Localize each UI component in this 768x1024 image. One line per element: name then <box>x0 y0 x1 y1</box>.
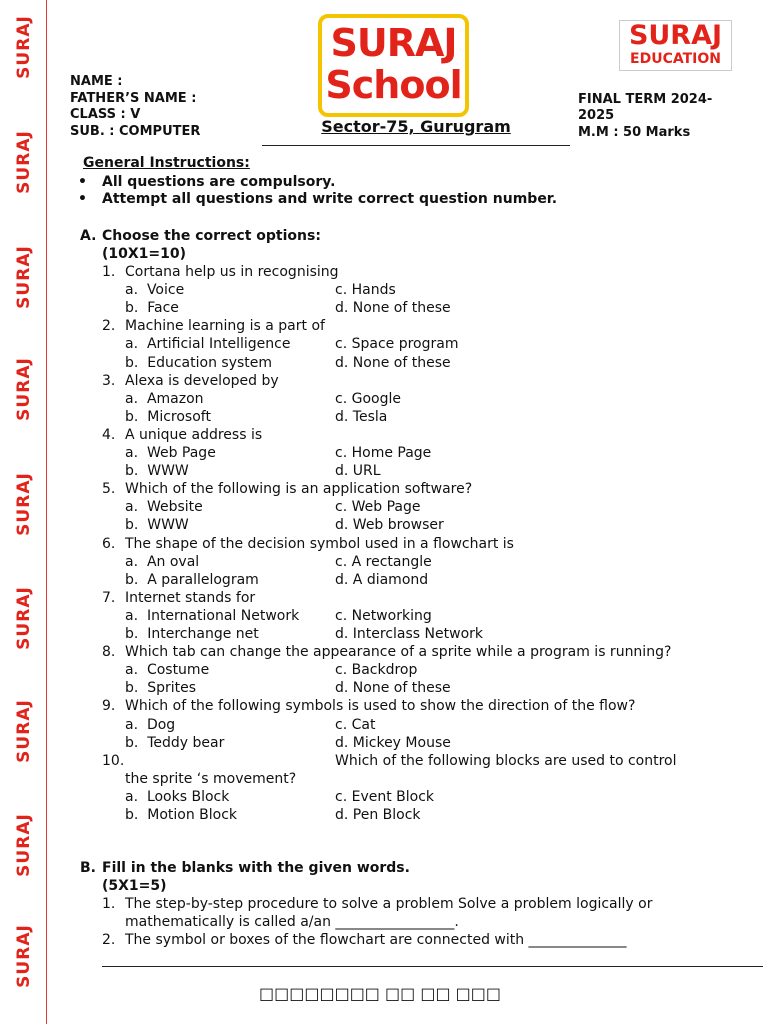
question-number: 6. <box>102 535 116 552</box>
fill-blank-question: The symbol or boxes of the flowchart are connected with ______________ <box>125 932 627 948</box>
question-text: Internet stands for <box>125 589 256 606</box>
question-text: Which tab can change the appearance of a sprite while a program is running? <box>125 644 672 661</box>
option-a: a. International Network <box>125 607 300 624</box>
term-year: 2025 <box>578 108 615 123</box>
option-b: b. A parallelogram <box>125 571 259 588</box>
option-a: a. Website <box>125 499 203 516</box>
option-b: b. Microsoft <box>125 408 211 425</box>
option-d: d. None of these <box>335 300 451 317</box>
option-b: b. Sprites <box>125 680 197 697</box>
question-text: Which of the following blocks are used to control <box>335 752 677 769</box>
question-number: 5. <box>102 481 116 498</box>
option-c: c. Backdrop <box>335 662 418 679</box>
option-b: b. Motion Block <box>125 807 238 823</box>
question-text: A unique address is <box>125 426 263 443</box>
name-field: NAME : <box>70 74 123 89</box>
option-a: a. Costume <box>125 662 210 679</box>
instruction-item: Attempt all questions and write correct question number. <box>102 191 558 207</box>
question-text: Which of the following symbols is used to show the direction of the flow? <box>125 698 636 715</box>
option-d: d. Mickey Mouse <box>335 734 451 751</box>
question-text: Alexa is developed by <box>125 372 279 389</box>
footer-text: □□□□□□□□ □□ □□ □□□ <box>258 984 501 1003</box>
question-text: The shape of the decision symbol used in a flowchart is <box>125 535 514 552</box>
side-strip: SURAJ SURAJ SURAJ SURAJ SURAJ SURAJ SURAJ SURAJ SURAJ <box>0 0 47 1024</box>
subject-field: SUB. : COMPUTER <box>70 124 201 139</box>
option-a: a. An oval <box>125 553 200 570</box>
class-field: CLASS : V <box>70 107 141 122</box>
question-number: 3. <box>102 372 116 389</box>
option-c: c. A rectangle <box>335 553 432 570</box>
option-d: d. Pen Block <box>335 807 421 823</box>
option-d: d. None of these <box>335 354 451 371</box>
option-c: c. Event Block <box>335 788 435 805</box>
section-b-label: B. <box>80 860 96 876</box>
option-d: d. None of these <box>335 680 451 697</box>
option-d: d. Tesla <box>335 408 388 425</box>
question-number: 4. <box>102 426 116 443</box>
logo-line-1: SURAJ <box>330 21 457 65</box>
option-c: c. Home Page <box>335 445 432 461</box>
option-d: d. Interclass Network <box>335 626 484 642</box>
question-number: 2. <box>102 318 116 335</box>
option-a: a. Voice <box>125 282 185 299</box>
option-a: a. Amazon <box>125 390 204 407</box>
question-text: Cortana help us in recognising <box>125 264 339 280</box>
option-b: b. Face <box>125 300 179 317</box>
option-a: a. Looks Block <box>125 788 230 805</box>
question-text-cont: the sprite ‘s movement? <box>125 770 297 787</box>
question-number: 1. <box>102 264 116 280</box>
bullet-icon: • <box>78 174 87 190</box>
footer-rule <box>102 966 763 967</box>
max-marks: M.M : 50 Marks <box>578 125 691 140</box>
instruction-item: All questions are compulsory. <box>102 174 336 190</box>
school-address: Sector-75, Gurugram <box>262 116 570 146</box>
option-a: a. Dog <box>125 716 176 733</box>
fill-blank-question: The step-by-step procedure to solve a problem Solve a problem logically or <box>125 896 653 912</box>
option-c: c. Web Page <box>335 499 421 516</box>
section-b-title: Fill in the blanks with the given words. <box>102 860 410 876</box>
option-d: d. A diamond <box>335 571 429 588</box>
father-name-field: FATHER’S NAME : <box>70 91 197 106</box>
option-d: d. Web browser <box>335 517 444 534</box>
option-a: a. Web Page <box>125 445 216 461</box>
instructions-title: General Instructions: <box>83 155 250 171</box>
option-d: d. URL <box>335 463 381 480</box>
option-a: a. Artificial Intelligence <box>125 336 291 353</box>
question-number: 10. <box>102 752 125 769</box>
option-c: c. Google <box>335 390 401 407</box>
section-a-title: Choose the correct options: <box>102 228 321 244</box>
question-text: Which of the following is an application software? <box>125 481 473 498</box>
question-number: 8. <box>102 644 116 661</box>
option-b: b. WWW <box>125 463 189 480</box>
bullet-icon: • <box>78 191 87 207</box>
option-b: b. WWW <box>125 517 189 534</box>
section-a-marks: (10X1=10) <box>102 246 187 262</box>
question-text: Machine learning is a part of <box>125 318 325 335</box>
school-logo <box>318 14 469 117</box>
section-a-label: A. <box>80 228 97 244</box>
option-b: b. Interchange net <box>125 626 259 642</box>
edu-logo-line-2: EDUCATION <box>630 51 721 67</box>
term-title: FINAL TERM 2024- <box>578 92 713 107</box>
fill-blank-question-cont: mathematically is called a/an _________________. <box>125 914 459 930</box>
logo-line-2: School <box>325 63 462 107</box>
option-b: b. Teddy bear <box>125 734 225 751</box>
fill-blank-number: 1. <box>102 896 116 912</box>
question-number: 7. <box>102 589 116 606</box>
option-c: c. Space program <box>335 336 459 353</box>
option-c: c. Hands <box>335 282 396 299</box>
education-logo <box>619 20 732 71</box>
fill-blank-number: 2. <box>102 932 116 948</box>
section-b-marks: (5X1=5) <box>102 878 167 894</box>
question-number: 9. <box>102 698 116 715</box>
option-c: c. Networking <box>335 607 432 624</box>
option-c: c. Cat <box>335 716 376 733</box>
option-b: b. Education system <box>125 354 273 371</box>
edu-logo-line-1: SURAJ <box>628 20 723 51</box>
